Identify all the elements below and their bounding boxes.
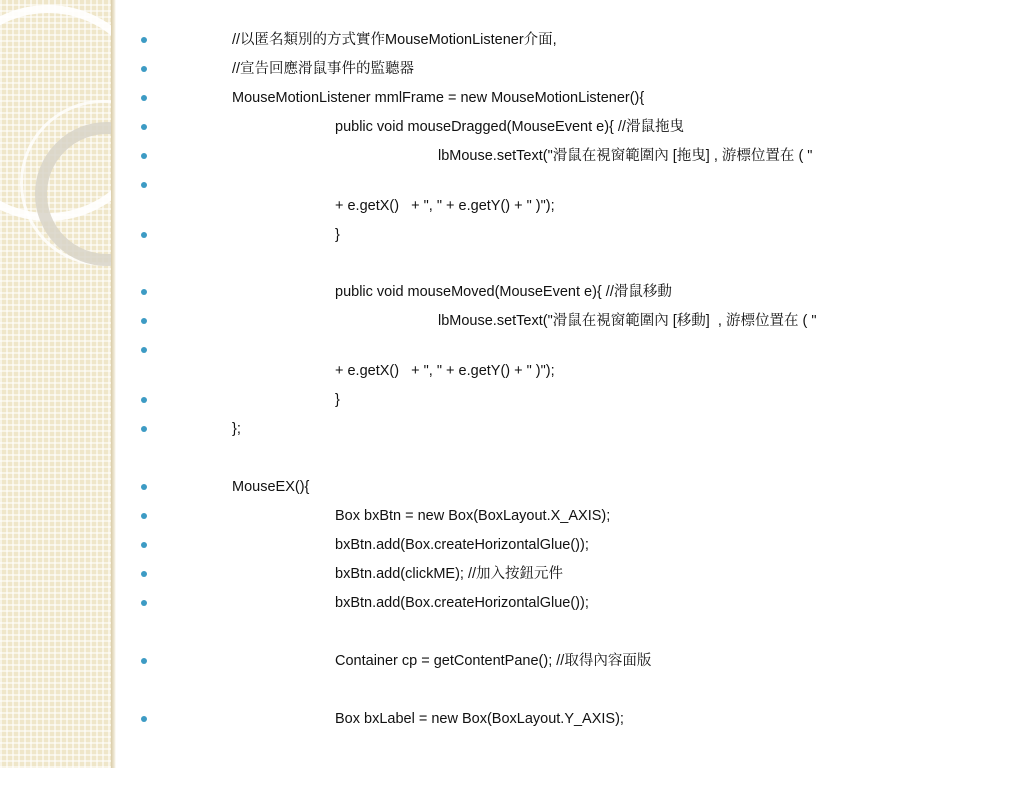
code-line: [0, 145, 1024, 167]
bullet-icon: [141, 318, 147, 324]
code-text: }: [335, 392, 340, 408]
bullet-icon: [141, 571, 147, 577]
code-line: [0, 563, 1024, 585]
bullet-icon: [141, 124, 147, 130]
bullet-icon: [141, 66, 147, 72]
code-text: bxBtn.add(clickME); //加入按鈕元件: [335, 566, 564, 582]
code-line: [0, 29, 1024, 51]
bullet-icon: [141, 153, 147, 159]
code-text: };: [232, 421, 241, 437]
code-text: //以匿名類別的方式實作MouseMotionListener介面,: [232, 32, 557, 48]
bullet-icon: [141, 542, 147, 548]
bullet-icon: [141, 289, 147, 295]
code-text: bxBtn.add(Box.createHorizontalGlue());: [335, 537, 589, 553]
code-line: [0, 116, 1024, 138]
code-text: Box bxLabel = new Box(BoxLayout.Y_AXIS);: [335, 711, 624, 727]
code-line: [0, 650, 1024, 672]
code-line: [0, 281, 1024, 303]
code-text: Container cp = getContentPane(); //取得內容面版: [335, 653, 652, 669]
code-line: [0, 389, 1024, 411]
bullet-icon: [141, 37, 147, 43]
code-line: [0, 418, 1024, 440]
code-text: lbMouse.setText("滑鼠在視窗範圍內 [移動] , 游標位置在 ( ": [438, 313, 817, 329]
code-text: public void mouseMoved(MouseEvent e){ //滑鼠移動: [335, 284, 672, 300]
bullet-icon: [141, 347, 147, 353]
code-text: public void mouseDragged(MouseEvent e){ //滑鼠拖曳: [335, 119, 684, 135]
code-text: bxBtn.add(Box.createHorizontalGlue());: [335, 595, 589, 611]
code-line: [0, 58, 1024, 80]
code-text: MouseEX(){: [232, 479, 310, 495]
code-line: [0, 87, 1024, 109]
code-line: [0, 592, 1024, 614]
bullet-icon: [141, 426, 147, 432]
bullet-icon: [141, 716, 147, 722]
code-text: //宣告回應滑鼠事件的監聽器: [232, 61, 415, 77]
code-text: lbMouse.setText("滑鼠在視窗範圍內 [拖曳] , 游標位置在 ( ": [438, 148, 813, 164]
bullet-icon: [141, 658, 147, 664]
code-line: [0, 360, 1024, 382]
code-line: [0, 476, 1024, 498]
code-text: + e.getX() + ", " + e.getY() + " )");: [335, 198, 555, 214]
code-line: [0, 310, 1024, 332]
code-text: }: [335, 227, 340, 243]
code-line: [0, 534, 1024, 556]
bullet-icon: [141, 513, 147, 519]
bullet-icon: [141, 232, 147, 238]
code-line: [0, 174, 1024, 196]
code-line: [0, 195, 1024, 217]
code-line: [0, 708, 1024, 730]
bullet-icon: [141, 182, 147, 188]
code-text: MouseMotionListener mmlFrame = new MouseMotionListener(){: [232, 90, 645, 106]
bullet-icon: [141, 600, 147, 606]
bullet-icon: [141, 484, 147, 490]
bullet-icon: [141, 397, 147, 403]
bullet-icon: [141, 95, 147, 101]
code-text: + e.getX() + ", " + e.getY() + " )");: [335, 363, 555, 379]
code-text: Box bxBtn = new Box(BoxLayout.X_AXIS);: [335, 508, 611, 524]
code-line: [0, 339, 1024, 361]
code-line: [0, 224, 1024, 246]
code-line: [0, 505, 1024, 527]
